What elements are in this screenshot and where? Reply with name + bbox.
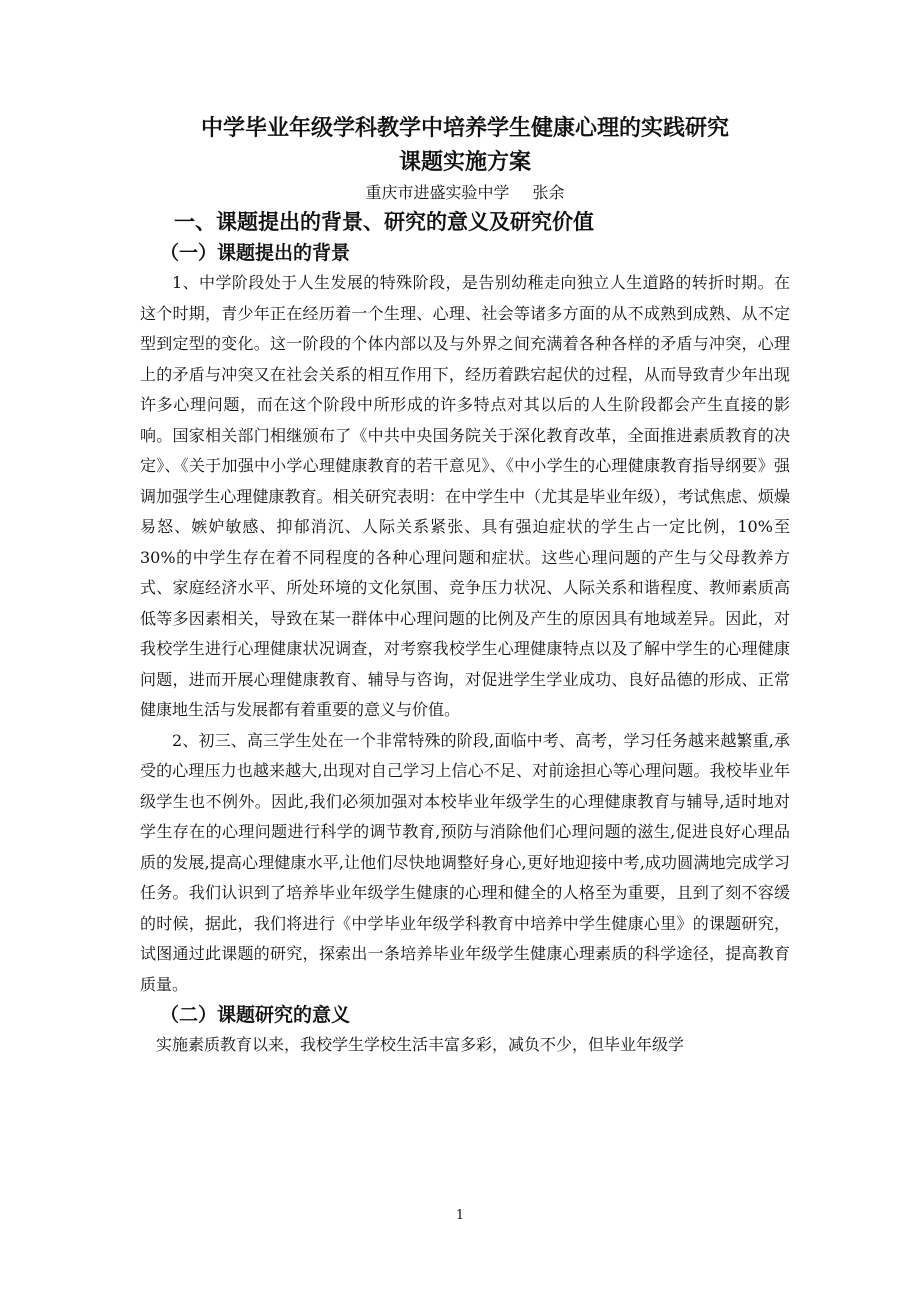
document-title-line1: 中学毕业年级学科教学中培养学生健康心理的实践研究 <box>200 116 729 141</box>
paragraph-background-2: 2、初三、高三学生处在一个非常特殊的阶段,面临中考、高考，学习任务越来越繁重,承受的心理压力也越来越大,出现对自己学习上信心不足、对前途担心等心理问题。我校毕业年级学生也不例外。因此,我们必须加强对本校毕业年级学生的心理健康教育与辅导,适时地对学生存在的心理问题进行科学的调节教育,预防与消除他们心理问题的滋生,促进良好心理品质的发展,提高心理健康水平,让他们尽快地调整好身心,更好地迎接中考,成功圆满地完成学习任务。我们认识到了培养毕业年级学生健康的心理和健全的人格至为重要，且到了刻不容缓的时候，据此，我们将进行《中学毕业年级学科教育中培养中学生健康心里》的课题研究，试图通过此课题的研究，探索出一条培养毕业年级学生健康心理素质的科学途径，提高教育质量。 <box>140 730 790 994</box>
document-title-line2: 课题实施方案 <box>398 150 531 175</box>
document-body <box>140 112 790 1061</box>
page-number: 1 <box>455 1208 465 1223</box>
subsection-heading-background: （一）课题提出的背景 <box>160 242 351 264</box>
paragraph-background-1: 1、中学阶段处于人生发展的特殊阶段，是告别幼稚走向独立人生道路的转折时期。在这个时期，青少年正在经历着一个生理、心理、社会等诸多方面的从不成熟到成熟、从不定型到定型的变化。这一阶段的个体内部以及与外界之间充满着各种各样的矛盾与冲突，心理上的矛盾与冲突又在社会关系的相互作用下，经历着跌宕起伏的过程，从而导致青少年出现许多心理问题，而在这个阶段中所形成的许多特点对其以后的人生阶段都会产生直接的影响。国家相关部门相继颁布了《中共中央国务院关于深化教育改革，全面推进素质教育的决定》、《关于加强中小学心理健康教育的若干意见》、《中小学生的心理健康教育指导纲要》强调加强学生心理健康教育。相关研究表明：在中学生中（尤其是毕业年级），考试焦虑、烦燥易怒、嫉妒敏感、抑郁消沉、人际关系紧张、具有强迫症状的学生占一定比例，10%至 30%的中学生存在着不同程度的各种心理问题和症状。这些心理问题的产生与父母教养方式、家庭经济水平、所处环境的文化氛围、竞争压力状况、人际关系和谐程度、教师素质高低等多因素相关，导致在某一群体中心理问题的比例及产生的原因具有地域差异。因此，对我校学生进行心理健康状况调查，对考察我校学生心理健康特点以及了解中学生的心理健康问题，进而开展心理健康教育、辅导与咨询，对促进学生学业成功、良好品德的形成、正常健康地生活与发展都有着重要的意义与价值。 <box>140 273 790 719</box>
subsection-heading-significance: （二）课题研究的意义 <box>160 1004 351 1026</box>
paragraph-significance: 实施素质教育以来，我校学生学校生活丰富多彩，减负不少，但毕业年级学 <box>156 1035 685 1054</box>
section-heading-background: 一、课题提出的背景、研究的意义及研究价值 <box>174 210 594 234</box>
document-author: 重庆市进盛实验中学 张余 <box>365 183 565 202</box>
